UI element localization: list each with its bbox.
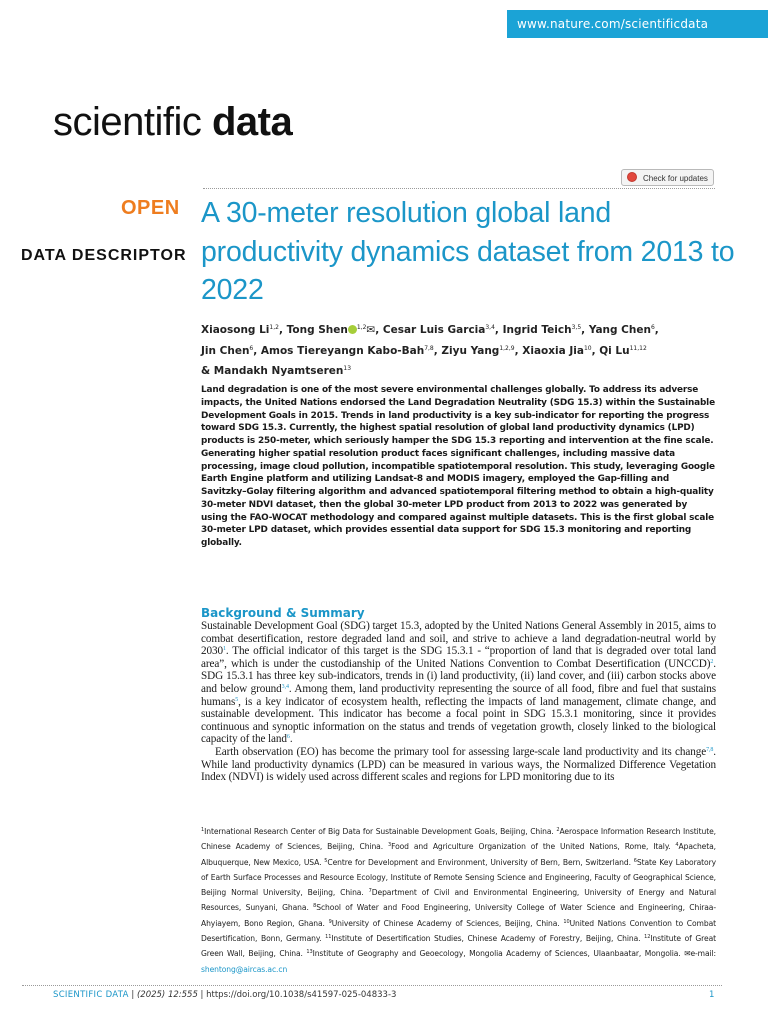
- author-affiliation-ref: 7,8: [424, 344, 434, 352]
- article-title: A 30-meter resolution global land productivity dynamics dataset from 2013 to 2022: [201, 197, 735, 306]
- author-affiliation-ref: 11,12: [629, 344, 647, 352]
- orcid-icon[interactable]: [348, 325, 357, 334]
- journal-logo: [53, 100, 292, 145]
- text-run: Sustainable Development Goal (SDG) target 15.3, adopted by the United Nations General Assembly in 2015, aims to combat desertification, restore degraded land and soil, and strive to achieve a land degradation-neutral world by 2030: [201, 620, 716, 658]
- paragraph: [201, 620, 716, 746]
- author[interactable]: [599, 345, 647, 357]
- page-number: 1: [709, 990, 715, 1000]
- affiliation-text: United Nations Convention to Combat Desertification, Bonn, Germany.: [201, 918, 716, 944]
- check-for-updates-label: Check for updates: [643, 174, 708, 183]
- affiliation-text: International Research Center of Big Data for Sustainable Development Goals, Beijing, China.: [204, 827, 557, 836]
- author-name: Cesar Luis Garcia: [382, 324, 486, 336]
- author-list: Xiaosong Li$^{1,2}$, Tong Shen $^{1,2}$✉, Cesar Luis Garcia$^{3,4}$, Ingrid Teich$^{3,5}$, Yang Chen$^6$, Jin Chen$^6$, Amos Tiereyangn Kabo-Bah$^{7,8}$, Ziyu Yang$^{1,2,9}$, Xiaoxia Jia$^{10}$, Qi Lu$^{11,12}$ & Mandakh Nyamtseren$^{13}$: [201, 324, 659, 377]
- author[interactable]: [441, 345, 514, 357]
- author-name: Jin Chen: [201, 344, 250, 357]
- crossmark-icon: [627, 172, 637, 182]
- author[interactable]: [287, 324, 376, 336]
- affiliation-number: 1: [201, 827, 205, 833]
- author-affiliation-ref: 1,2,9: [499, 344, 515, 352]
- paragraph: [201, 746, 716, 784]
- open-access-label: OPEN: [121, 197, 180, 219]
- author[interactable]: [261, 345, 434, 357]
- affiliation-number: 11: [325, 934, 332, 941]
- author-name: Xiaosong Li: [201, 324, 270, 336]
- author[interactable]: [522, 345, 591, 357]
- affiliation-text: Institute of Desertification Studies, Chinese Academy of Forestry, Beijing, China.: [331, 934, 645, 944]
- footer-journal-name: SCIENTIFIC DATA: [53, 990, 129, 1000]
- author-name: Xiaoxia Jia: [522, 344, 584, 357]
- author-name: Ingrid Teich: [502, 324, 572, 336]
- citation-ref[interactable]: 2: [710, 658, 714, 665]
- author-name: Qi Lu: [599, 344, 630, 357]
- footer-citation: (2025) 12:555: [136, 990, 198, 1000]
- affiliation-text: Centre for Development and Environment, University of Bern, Bern, Switzerland.: [327, 857, 634, 867]
- affiliation-number: 7: [368, 888, 372, 895]
- citation-ref[interactable]: 6: [286, 734, 290, 741]
- author-affiliation-ref: 6: [650, 324, 655, 331]
- author-affiliation-ref: 3,5: [571, 324, 582, 331]
- author-name: Amos Tiereyangn Kabo-Bah: [260, 344, 425, 357]
- check-for-updates-button[interactable]: [621, 169, 714, 186]
- author-affiliation-ref: 13: [343, 365, 352, 372]
- footer-doi-link[interactable]: | https://doi.org/10.1038/s41597-025-04833-3: [197, 990, 397, 1000]
- author-name: Yang Chen: [588, 324, 651, 336]
- author[interactable]: [201, 365, 351, 377]
- affiliation-text: State Key Laboratory of Earth Surface Processes and Resource Ecology, Institute of Remote Sensing Science and Engineering, Faculty of Geographical Science, Beijing Normal University, Beijing, China.: [201, 857, 716, 898]
- footer-divider-char: |: [128, 990, 137, 1000]
- author-name: Tong Shen: [286, 324, 348, 336]
- author-affiliation-ref: 1,2: [356, 324, 367, 331]
- affiliation-number: 13: [306, 949, 313, 956]
- journal-logo-light: scientific: [53, 100, 212, 144]
- citation-ref[interactable]: 5: [235, 696, 239, 703]
- author-affiliation-ref: 6: [249, 344, 254, 352]
- text-run: , is a key indicator of ecosystem health, reflecting the impacts of land management, climate change, and sustainable development. This indicator has become a focal point in SDG 15.3.1 monitoring, since it provides continuous and synoptic information on the status and trends of vegetation growth, closely linked to the biological capacity of the land: [201, 695, 716, 746]
- text-run: Earth observation (EO) has become the primary tool for assessing large-scale land productivity and its change: [215, 745, 707, 758]
- author[interactable]: [589, 324, 655, 336]
- affiliation-number: 2: [556, 827, 560, 833]
- body-text: [201, 620, 716, 784]
- affiliations: [201, 824, 716, 977]
- author-name: & Mandakh Nyamtseren: [201, 365, 344, 377]
- header-divider: [203, 188, 715, 189]
- citation-ref[interactable]: 3,4: [281, 683, 289, 690]
- section-heading: Background & Summary: [201, 606, 365, 620]
- article-type-label: DATA DESCRIPTOR: [21, 247, 187, 264]
- citation-ref[interactable]: 7,8: [706, 746, 714, 753]
- journal-logo-bold: data: [212, 100, 293, 144]
- affiliation-number: 3: [388, 842, 392, 849]
- text-run: . While land productivity dynamics (LPD) can be measured in various ways, the Normalized Difference Vegetation Index (NDVI) is widely used across different scales and regions for LPD monitoring due to its: [201, 745, 716, 784]
- abstract: Land degradation is one of the most severe environmental challenges globally. To address its adverse impacts, the United Nations endorsed the Land Degradation Neutrality (SDG 15.3) within the Sustainable Development Goals in 2015. Trends in land productivity is a key sub-indicator for reporting the progress toward SDG 15.3. Currently, the highest spatial resolution of global land productivity dynamics (LPD) products is 250-meter, which seriously hamper the SDG 15.3 reporting and intervention at the fine scale. Generating higher spatial resolution product faces significant challenges, including massive data processing, image cloud pollution, incompatible spatiotemporal resolution. This study, leveraging Google Earth Engine platform and utilizing Landsat-8 and MODIS imagery, employed the Gap-filling and Savitzky–Golay filtering algorithm and advanced spatiotemporal filtering method to obtain a high-quality 30-meter NDVI dataset, then the global 30-meter LPD product from 2013 to 2022 was generated by using the FAO-WOCAT methodology and compared against multiple datasets. This is the first global scale 30-meter LPD dataset, which provides essential data support for SDG 15.3 monitoring and reporting globally.: [201, 385, 715, 548]
- affiliation-text: Apacheta, Albuquerque, New Mexico, USA.: [201, 842, 716, 867]
- page-footer: [53, 990, 396, 1000]
- author[interactable]: [503, 324, 582, 336]
- text-run: . SDG 15.3.1 has three key sub-indicators, trends in (i) land productivity, (ii) land cover, and (iii) carbon stocks above and below ground: [201, 657, 716, 695]
- text-run: . Among them, land productivity representing the source of all food, fibre and fuel that sustains humans: [201, 682, 716, 708]
- affiliation-number: 10: [563, 918, 570, 925]
- affiliation-text: Institute of Geography and Geoecology, Mongolia Academy of Sciences, Ulaanbaatar, Mongolia.: [312, 949, 685, 959]
- affiliation-number: 4: [675, 842, 679, 849]
- affiliation-text: Institute of Great Green Wall, Beijing, China.: [201, 934, 717, 959]
- journal-url-tab[interactable]: www.nature.com/scientificdata: [507, 10, 768, 38]
- footer-divider: [22, 985, 722, 986]
- affiliation-text: Food and Agriculture Organization of the United Nations, Rome, Italy.: [391, 842, 676, 852]
- author-affiliation-ref: 1,2: [269, 324, 279, 331]
- text-run: .: [289, 733, 293, 746]
- affiliation-number: 9: [328, 918, 332, 925]
- affiliation-text: University of Chinese Academy of Sciences, Beijing, China.: [331, 918, 564, 928]
- citation-ref[interactable]: 1: [222, 646, 226, 653]
- author-affiliation-ref: 3,4: [485, 324, 495, 331]
- email-icon[interactable]: ✉: [366, 324, 376, 336]
- email-label: e-mail:: [690, 949, 716, 959]
- affiliation-number: 8: [313, 903, 317, 910]
- text-run: . The official indicator of this target is the SDG 15.3.1 - “proportion of land that is degraded over total land area”, which is under the custodianship of the United Nations Convention to Combat Desertification (UNCCD): [201, 645, 716, 670]
- email-icon: ✉: [684, 949, 691, 959]
- affiliation-text: Department of Civil and Environmental Engineering, University of Energy and Natural Resources, Sunyani, Ghana.: [201, 888, 717, 913]
- affiliation-number: 5: [324, 857, 328, 864]
- affiliation-text: School of Water and Food Engineering, University College of Water Science and Engineering, Chiraa-Ahyiayem, Bono Region, Ghana.: [201, 903, 716, 928]
- author[interactable]: [383, 324, 495, 336]
- affiliation-text: Aerospace Information Research Institute, Chinese Academy of Sciences, Beijing, China.: [201, 827, 716, 852]
- affiliation-number: 12: [644, 934, 651, 941]
- author[interactable]: [201, 324, 279, 336]
- author-affiliation-ref: 10: [583, 344, 592, 352]
- email-link[interactable]: shentong@aircas.ac.cn: [201, 964, 288, 974]
- author[interactable]: [201, 345, 253, 357]
- author-name: Ziyu Yang: [441, 344, 500, 357]
- affiliation-number: 6: [633, 857, 637, 864]
